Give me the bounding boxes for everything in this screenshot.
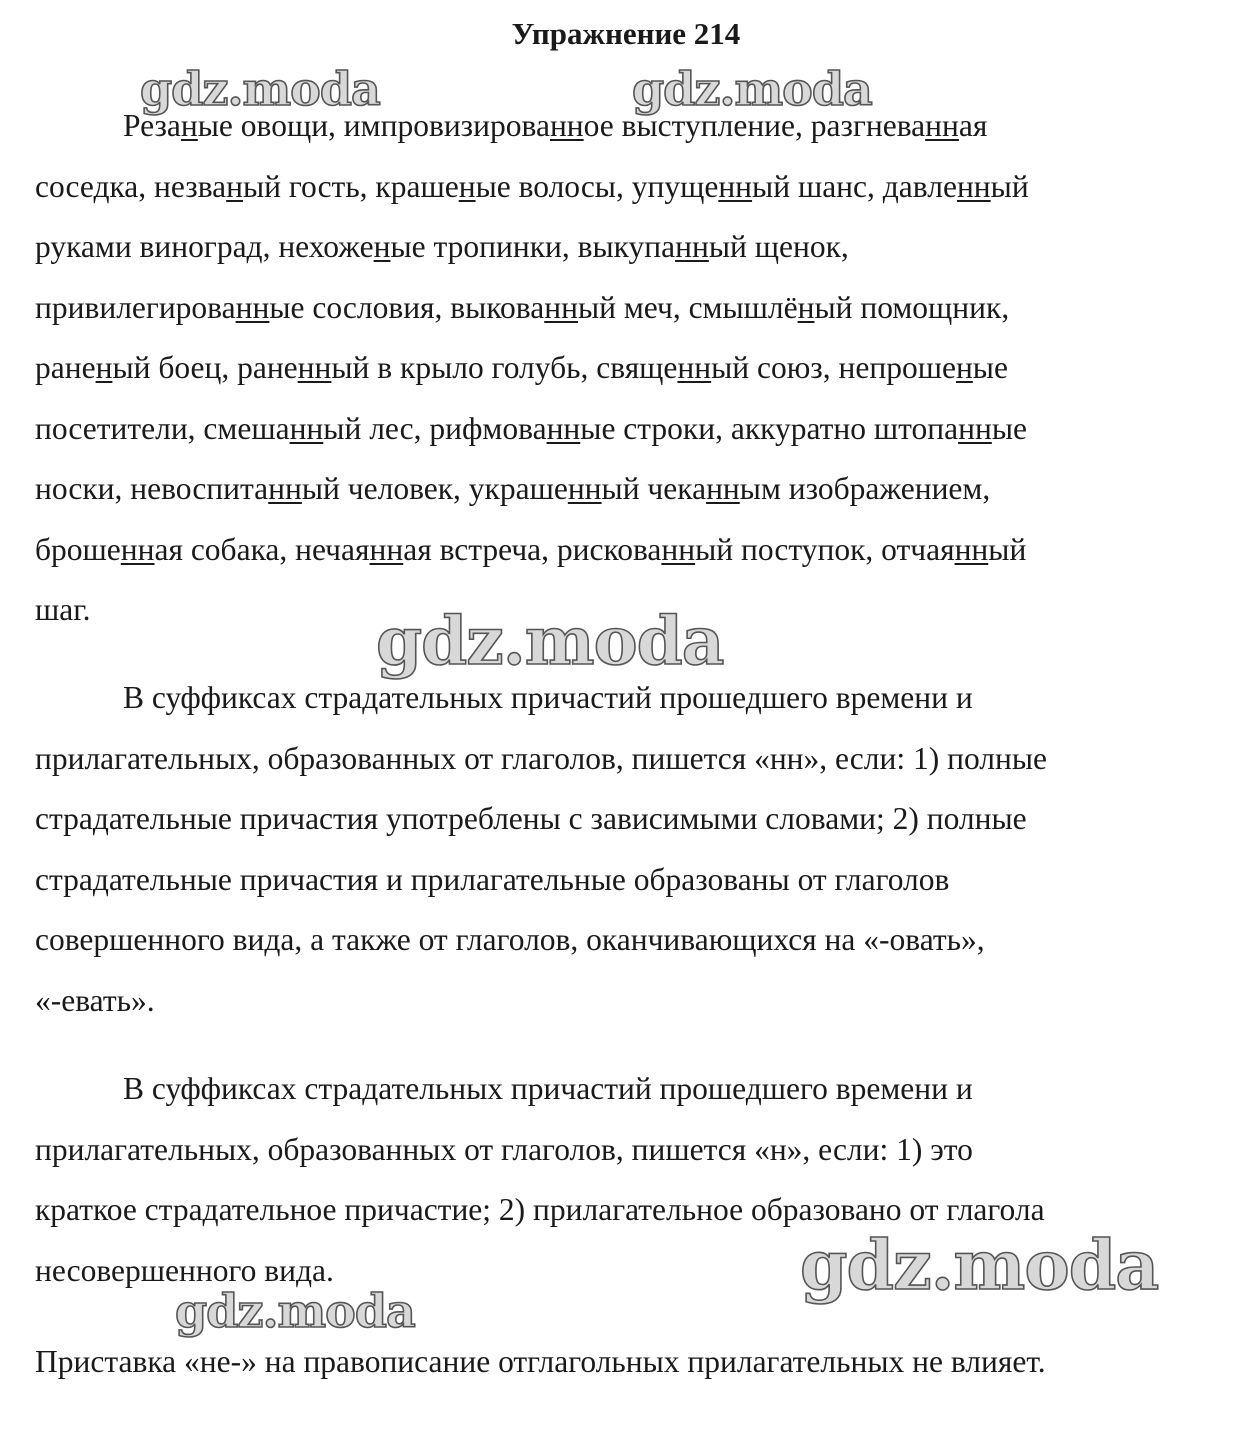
underlined-suffix: н [226,168,243,204]
text-segment: ране [35,350,96,385]
text-segment: ые овощи, импровизирова [197,108,550,143]
underlined-suffix: н [180,108,198,143]
underlined-suffix: нн [661,531,696,567]
watermark: gdz.moda [800,1226,1159,1306]
text-line [35,338,1215,399]
text-segment: ый боец, ране [112,350,298,385]
underlined-suffix: нн [297,350,332,385]
text-line: несовершенного вида. [35,1252,334,1288]
text-segment: шаг. [35,592,91,627]
text-line: В суффиксах страдательных причастий прошедшего времени и [123,1071,973,1106]
underlined-suffix: нн [546,410,581,446]
text-segment: ые [991,410,1027,446]
underlined-suffix: нн [549,108,584,143]
text-segment: ый [988,531,1027,567]
underlined-suffix: нн [567,471,602,506]
text-segment: ые тропинки, выкупа [390,229,676,264]
text-segment: ая собака, нечая [154,531,370,567]
underlined-suffix: нн [675,229,709,264]
underlined-suffix: нн [369,531,404,567]
text-line: В суффиксах страдательных причастий прошедшего времени и [123,680,973,715]
text-line: страдательные причастия и прилагательные образованы от глаголов [35,861,950,897]
text-segment: ый помощник, [814,289,1010,325]
text-segment: ый поступок, отчая [695,531,955,567]
watermark: gdz.moda [140,62,380,116]
text-segment: привилегирова [35,289,236,325]
text-segment: ый лес, рифмова [323,410,547,446]
text-segment: ые волосы, упуще [475,168,719,204]
text-line [35,399,1215,460]
text-segment: ый щенок, [708,229,849,264]
text-segment: руками виноград, нехоже [35,229,374,264]
underlined-suffix: нн [289,410,324,446]
text-segment: ый союз, непроше [711,350,956,385]
text-line [35,278,1215,339]
page-title: Упражнение 214 [511,16,741,51]
underlined-suffix: н [955,350,973,385]
text-segment: ый меч, смышлё [577,289,798,325]
text-line [35,217,1215,278]
rule-nn-paragraph [35,668,1215,1031]
exercise-paragraph [35,96,1215,641]
prefix-note [35,1332,1215,1393]
text-line: прилагательных, образованных от глаголов, пишется «н», если: 1) это [35,1131,973,1167]
text-line: прилагательных, образованных от глаголов, пишется «нн», если: 1) полные [35,740,1048,776]
watermark: gdz.moda [175,1284,415,1338]
text-line: Приставка «не-» на правописание отглагольных прилагательных не влияет. [35,1344,1046,1379]
underlined-suffix: н [95,350,113,385]
underlined-suffix: нн [677,350,712,385]
text-line: страдательные причастия употреблены с зависимыми словами; 2) полные [35,801,1027,836]
text-segment: ый в крыло голубь, свяще [331,350,678,385]
text-line: «-евать». [35,982,155,1018]
text-segment: ая встреча, рискова [403,531,662,567]
text-line: совершенного вида, а также от глаголов, оканчивающихся на «-овать», [35,922,985,957]
text-segment: ым изображением, [739,471,991,506]
text-segment: ый [990,168,1029,204]
text-segment: ое выступление, разгнева [583,108,926,143]
underlined-suffix: нн [954,531,989,567]
underlined-suffix: нн [925,108,959,143]
text-line [35,157,1215,218]
underlined-suffix: нн [544,289,578,325]
text-segment: соседка, незва [35,168,227,204]
underlined-suffix: нн [268,471,302,506]
underlined-suffix: нн [235,289,270,325]
text-segment: ые строки, аккуратно штопа [580,410,959,446]
text-line: краткое страдательное причастие; 2) прилагательное образовано от глагола [35,1192,1045,1227]
text-line [35,459,1215,520]
text-line [35,520,1215,581]
text-segment: ые сословия, выкова [269,289,545,325]
text-segment: ый человек, украше [301,471,568,506]
text-segment: носки, невоспита [35,471,269,506]
text-segment: ые [972,350,1008,385]
text-segment: ый гость, краше [243,168,459,204]
text-segment: броше [35,531,121,567]
underlined-suffix: нн [706,471,740,506]
underlined-suffix: нн [958,410,992,446]
underlined-suffix: нн [120,531,155,567]
watermark: gdz.moda [632,62,872,116]
text-segment: ый шанс, давле [752,168,957,204]
underlined-suffix: н [797,289,815,325]
underlined-suffix: нн [718,168,753,204]
text-segment: ая [958,108,988,143]
underlined-suffix: н [458,168,476,204]
watermark: gdz.moda [376,602,724,680]
text-segment: ый чека [601,471,707,506]
underlined-suffix: н [373,229,391,264]
text-segment: посетители, смеша [35,410,290,446]
text-segment: Реза [123,108,181,143]
underlined-suffix: нн [956,168,991,204]
